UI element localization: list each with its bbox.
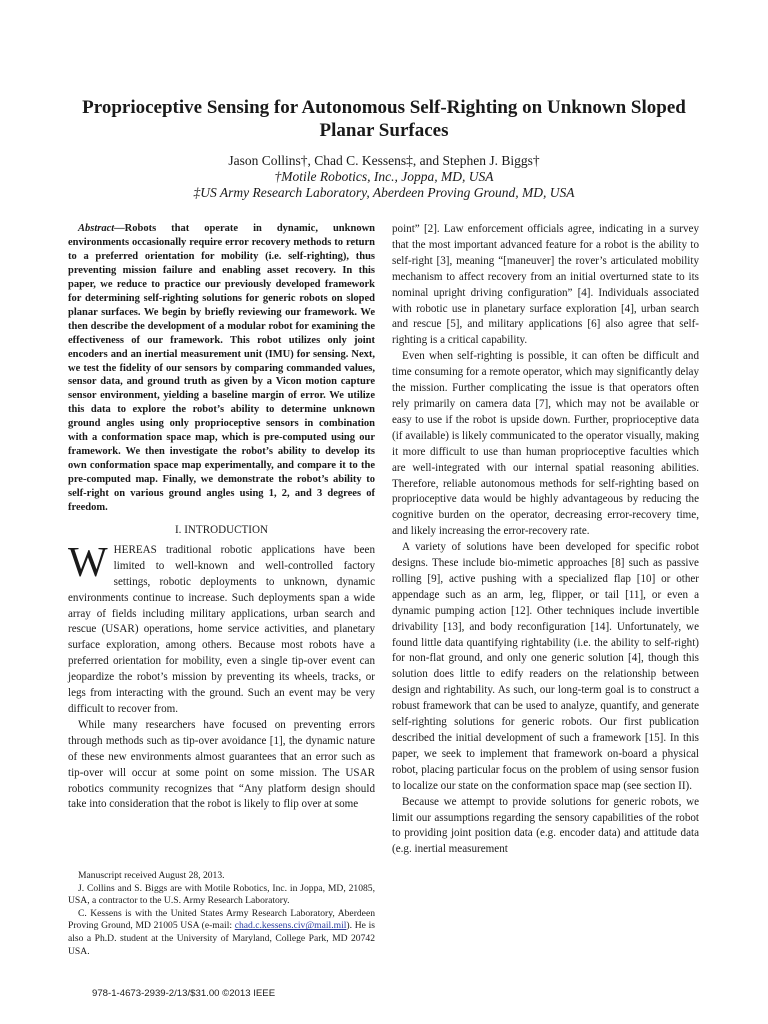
affiliation-arl: ‡US Army Research Laboratory, Aberdeen Proving Ground, MD, USA bbox=[193, 185, 575, 200]
email-link[interactable]: chad.c.kessens.civ@mail.mil bbox=[234, 920, 347, 932]
footnote-kessens bbox=[68, 908, 375, 958]
drop-cap: W bbox=[68, 539, 108, 586]
footnote-received: Manuscript received August 28, 2013. bbox=[78, 870, 225, 881]
affiliation-motile: †Motile Robotics, Inc., Joppa, MD, USA bbox=[274, 169, 494, 184]
right-column bbox=[392, 222, 699, 858]
author-names: Jason Collins†, Chad C. Kessens‡, and Stephen J. Biggs† bbox=[228, 153, 540, 168]
intro-paragraph-1-text: HEREAS traditional robotic applications have been limited to well-known and well-controlled factory settings, robotic deployments to unknown, dynamic environments continue to increase. Such deployments span a wide array of fields including military applications, urban search and rescue (USAR) operations, home service activities, and planetary surface exploration, among others. Because most robots have a preferred orientation for mobility, even a single tip-over event can jeopardize the robot’s mission by preventing its wheels, tracks, or legs from interacting with the ground. Such an event may be very difficult to recover from. bbox=[68, 543, 375, 715]
paper-title: Proprioceptive Sensing for Autonomous Self-Righting on Unknown Sloped Planar Surfaces bbox=[82, 97, 686, 141]
right-paragraph-2: Even when self-righting is possible, it can often be difficult and time consuming for a remote operator, which may significantly delay the mission. Further complicating the issue is that operators often rely primarily on camera data [7], which may not be available or easy to use if the robot is upside down. Further, proprioceptive data (if available) is likely communicated to the operator visually, making it more difficult to use than human proprioceptive faculties which are well-integrated with our internal spatial reasoning abilities. Therefore, reliable autonomous methods for self-righting based on proprioceptive data would be highly advantageous by reducing the cognitive burden on the operator, decreasing error-recovery time, and likely increasing the error-recovery rate. bbox=[392, 350, 700, 538]
intro-paragraph-1 bbox=[68, 539, 375, 718]
footnote-collins-biggs: J. Collins and S. Biggs are with Motile Robotics, Inc. in Joppa, MD, 21085, USA, a contractor to the U.S. Army Research Laboratory. bbox=[68, 882, 375, 907]
abstract bbox=[68, 222, 375, 515]
abstract-text: —Robots that operate in dynamic, unknown environments occasionally require error recovery methods to return to a preferred orientation for mobility (i.e. self-righting), thus preventing mission failure and enabling asset recovery. In this paper, we reduce to practice our previously developed framework for determining self-righting solutions for generic robots on sloped planar surfaces. We begin by briefly reviewing our framework. We then describe the development of a modular robot for examining the effectiveness of our framework. This robot utilizes only joint encoders and an inertial measurement unit (IMU) for sensing. Next, we test the fidelity of our sensors by comparing commanded values, sensor data, and ground truth as given by a Vicon motion capture sensor environment, yielding a baseline margin of error. We utilize this data to explore the robot’s ability to determine unknown ground angles using only proprioceptive sensors in combination with a conformation space map, which is pre-computed using our framework. We then investigate the robot’s ability to develop its own conformation space map experimentally, and compare it to the pre-computed map. Finally, we demonstrate the robot’s ability to self-right on various ground angles using 1, 2, and 3 degrees of freedom. bbox=[68, 223, 375, 514]
footnote-kessens-text: C. Kessens is with the United States Army Research Laboratory, Aberdeen Proving Ground, MD 21005 USA (e-mail: bbox=[68, 907, 375, 932]
footnote-kessens-tail: ). He is also a Ph.D. student at the University of Maryland, College Park, MD 20742 USA. bbox=[68, 920, 375, 957]
left-column bbox=[68, 222, 375, 813]
abstract-label: Abstract bbox=[78, 223, 115, 234]
section-heading-introduction: I. INTRODUCTION bbox=[174, 524, 269, 537]
copyright-line: 978-1-4673-2939-2/13/$31.00 ©2013 IEEE bbox=[92, 988, 276, 999]
intro-paragraph-2: While many researchers have focused on preventing errors through methods such as tip-over avoidance [1], the dynamic nature of these new environments almost guarantees that an error such as tip-over will occur at some point on some mission. The USAR robotics community recognizes that “Any platform design should take into consideration that the robot is likely to flip over at some bbox=[68, 718, 375, 811]
footnotes bbox=[68, 870, 375, 958]
author-block bbox=[60, 153, 708, 201]
right-paragraph-1: point” [2]. Law enforcement officials agree, indicating in a survey that the most important advanced feature for a robot is the ability to self-right [3], meaning “[maneuver] the rover’s articulated mobility mechanism to affect recovery from an initial overturned state to its nominal upright driving configuration” [4]. Individuals associated with robotic use in planetary surface exploration [4], urban search and rescue [5], and military applications [6] also agree that self-righting is a critical capability. bbox=[392, 223, 699, 347]
right-paragraph-4: Because we attempt to provide solutions for generic robots, we limit our assumptions regarding the sensory capabilities of the robot to providing joint position data (e.g. encoder data) and attitude data (e.g. inertial measurement bbox=[392, 795, 699, 856]
right-paragraph-3: A variety of solutions have been developed for specific robot designs. These include bio-mimetic approaches [8] such as passive rolling [9], active pushing with a specialized flap [10] or other appendage such as an arm, leg, flipper, or tail [11], or even a dynamic pumping action [12]. Other techniques include invertible drivability [13], and body reconfiguration [14]. Unfortunately, we found little data quantifying rightability (i.e. the ability to self-right) for non-flat ground, and only one generic solution [4], though this solution does little to edify readers on the relationship between design and rightability. As such, our long-term goal is to construct a robust framework that can be used to analyze, quantify, and generate self-righting solutions for generic robots. Our first publication described the initial development of such a framework [15]. In this paper, we seek to implement that framework on-board a physical robot, placing particular focus on the problem of using sensor fusion to localize our state on the conformation space map (see section II). bbox=[392, 541, 699, 792]
